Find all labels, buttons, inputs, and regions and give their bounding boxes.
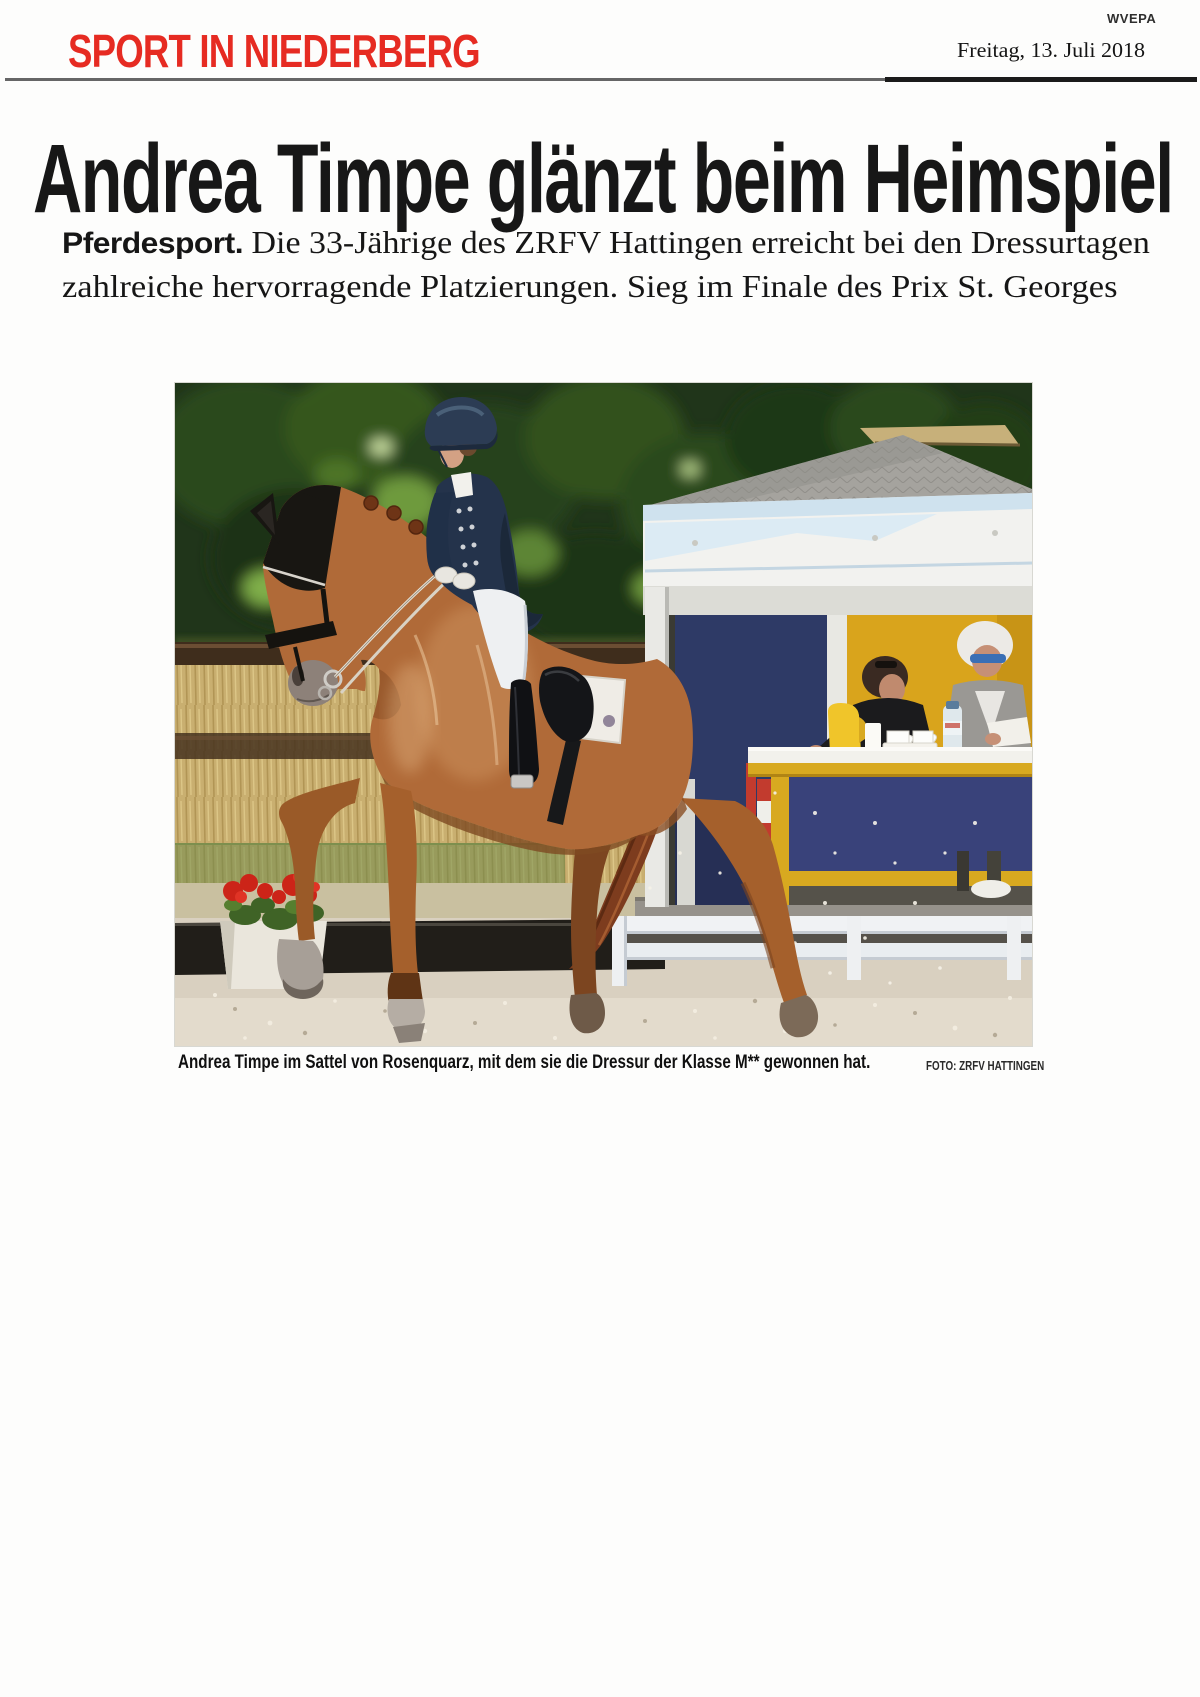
photo-caption: Andrea Timpe im Sattel von Rosenquarz, mit dem sie die Dressur der Klasse M** gewonnen hat. [178,1052,871,1073]
date-line: Freitag, 13. Juli 2018 [957,38,1146,62]
lead-label: Pferdesport. [62,227,244,260]
masthead-rule [5,78,885,81]
agency-label: WVEPA [1107,11,1157,26]
section-kicker: SPORT IN NIEDERBERG [68,25,480,77]
judges-hut [643,425,1032,907]
masthead-rule-dark [885,77,1197,82]
article-photo [175,383,1032,1046]
article-headline: Andrea Timpe glänzt beim Heimspiel [33,124,1173,233]
lead-text-1: Die 33-Jährige des ZRFV Hattingen erreicht bei den Dressurtagen [251,224,1150,260]
photo-credit: FOTO: ZRFV HATTINGEN [926,1059,1045,1073]
lead-text-2: zahlreiche hervorragende Platzierungen. Sieg im Finale des Prix St. Georges [62,268,1118,304]
article-lead-line2 [62,268,1118,305]
article-lead-line1 [62,224,1150,261]
